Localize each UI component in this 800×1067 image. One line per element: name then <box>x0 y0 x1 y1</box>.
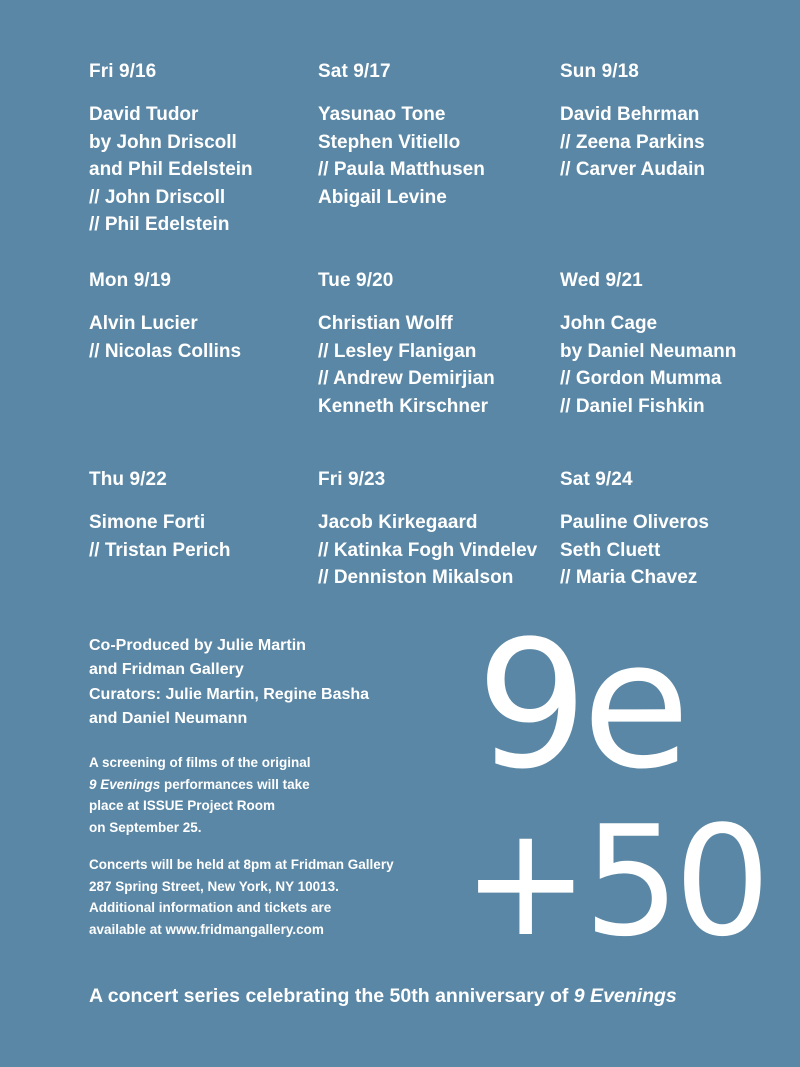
event-date: Thu 9/22 <box>89 469 167 490</box>
event-date: Tue 9/20 <box>318 270 394 291</box>
performer-line: // Daniel Fishkin <box>560 395 705 417</box>
concert-info-line: Concerts will be held at 8pm at Fridman Gallery <box>89 857 394 872</box>
event-tue-9-20 <box>318 270 548 420</box>
event-date: Mon 9/19 <box>89 270 172 291</box>
event-date: Sat 9/17 <box>318 61 391 82</box>
concert-info-line: available at www.fridmangallery.com <box>89 921 324 937</box>
screening-note <box>89 752 419 838</box>
credits-line: Curators: Julie Martin, Regine Basha <box>89 685 370 703</box>
event-wed-9-21 <box>560 270 790 420</box>
performer-line: // Gordon Mumma <box>560 368 722 389</box>
tagline <box>89 983 677 1009</box>
event-mon-9-19 <box>89 270 319 365</box>
tagline-text: A concert series celebrating the 50th anniversary of <box>89 985 574 1007</box>
performer-line: // Denniston Mikalson <box>318 567 514 588</box>
performer-line: Kenneth Kirschner <box>318 395 488 417</box>
performer-line: Seth Cluett <box>560 539 661 561</box>
performer-line: // Katinka Fogh Vindelev <box>318 539 538 561</box>
screening-line <box>89 774 419 796</box>
performer-line: Alvin Lucier <box>89 313 198 334</box>
event-thu-9-22 <box>89 469 319 564</box>
event-date: Wed 9/21 <box>560 270 643 291</box>
event-date: Fri 9/16 <box>89 61 157 82</box>
performer-line: Stephen Vitiello <box>318 131 461 153</box>
performer-line: by John Driscoll <box>89 131 237 153</box>
logo-9e: 9e <box>476 603 685 808</box>
performer-line: Abigail Levine <box>318 186 447 208</box>
performer-line: // Maria Chavez <box>560 567 698 588</box>
event-sat-9-24 <box>560 469 790 592</box>
performer-line: David Behrman <box>560 104 700 125</box>
concert-info <box>89 854 419 940</box>
event-sun-9-18 <box>560 61 790 184</box>
performer-line: Jacob Kirkegaard <box>318 512 478 533</box>
performer-line: // Phil Edelstein <box>89 214 230 235</box>
performer-line: and Phil Edelstein <box>89 159 253 180</box>
screening-line: on September 25. <box>89 819 202 835</box>
credits-block <box>89 634 429 731</box>
logo-plus-50: +50 <box>462 793 765 970</box>
performer-line: Pauline Oliveros <box>560 512 709 533</box>
performer-line: // Zeena Parkins <box>560 131 705 153</box>
performer-line: by Daniel Neumann <box>560 340 737 362</box>
performer-line: // John Driscoll <box>89 186 226 208</box>
event-date: Fri 9/23 <box>318 469 386 490</box>
credits-line: and Fridman Gallery <box>89 661 244 679</box>
screening-line: A screening of films of the original <box>89 755 311 770</box>
performer-line: // Carver Audain <box>560 159 706 180</box>
concert-info-line: Additional information and tickets are <box>89 900 332 915</box>
performer-line: David Tudor <box>89 104 199 125</box>
performer-line: // Tristan Perich <box>89 539 231 561</box>
performer-line: Simone Forti <box>89 512 206 533</box>
event-date: Sun 9/18 <box>560 61 639 82</box>
performer-line: // Andrew Demirjian <box>318 368 495 389</box>
tagline-title: 9 Evenings <box>573 985 677 1007</box>
concert-info-line: 287 Spring Street, New York, NY 10013. <box>89 878 339 894</box>
event-fri-9-23 <box>318 469 548 592</box>
credits-line: Co-Produced by Julie Martin <box>89 637 306 654</box>
screening-line: place at ISSUE Project Room <box>89 798 276 813</box>
performer-line: // Paula Matthusen <box>318 159 485 180</box>
event-fri-9-16 <box>89 61 319 239</box>
performer-line: John Cage <box>560 313 658 334</box>
screening-line-rest: performances will take <box>160 776 310 792</box>
performer-line: Yasunao Tone <box>318 104 446 125</box>
event-sat-9-17 <box>318 61 548 211</box>
performer-line: Christian Wolff <box>318 313 453 334</box>
event-date: Sat 9/24 <box>560 469 633 490</box>
performer-line: // Nicolas Collins <box>89 340 242 362</box>
credits-line: and Daniel Neumann <box>89 709 248 727</box>
performer-line: // Lesley Flanigan <box>318 340 477 362</box>
nine-evenings-title: 9 Evenings <box>89 776 161 792</box>
